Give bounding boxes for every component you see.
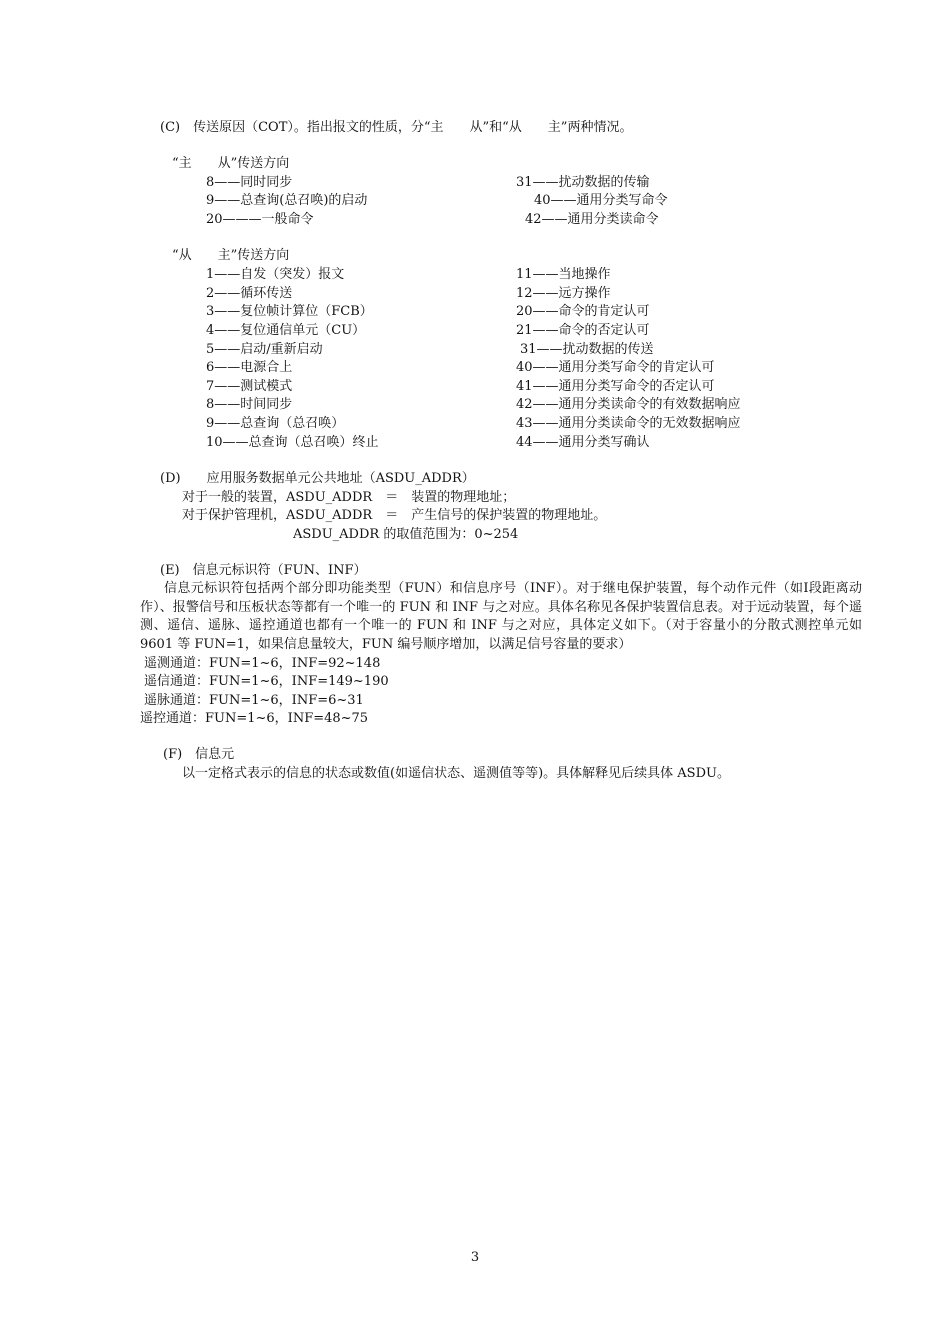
section-e-paragraph: 信息元标识符包括两个部分即功能类型（FUN）和信息序号（INF）。对于继电保护装置，每个动作元件（如Ⅰ段距离动作）、报警信号和压板状态等都有一个唯一的 FUN 和 INF 与之对应。具体名称见各保护装置信息表。对于远动装置，每个遥测、遥信、遥脉、遥控通道也都有一个唯一的 FUN 和 INF 与之对应，具体定义如下。（对于容量小的分散式测控单元如 9601 等 FUN=1，如果信息量较大，FUN 编号顺序增加，以满足信号容量的要求）	[140, 581, 862, 652]
s2m-right-item: 20——命令的肯定认可	[516, 304, 650, 319]
s2m-left-item: 9——总查询（总召唤）	[206, 416, 345, 431]
page-number: 3	[470, 1250, 480, 1265]
master-to-slave-title: “主 从”传送方向	[172, 156, 290, 171]
s2m-right-item: 12——远方操作	[516, 286, 611, 301]
s2m-right-item: 40——通用分类写命令的肯定认可	[516, 360, 715, 375]
s2m-right-item: 41——通用分类写命令的否定认可	[516, 379, 715, 394]
s2m-left-item: 2——循环传送	[206, 286, 293, 301]
s2m-left-item: 3——复位帧计算位（FCB）	[206, 304, 373, 319]
s2m-left-item: 10——总查询（总召唤）终止	[206, 435, 379, 450]
section-d-line: 对于一般的装置，ASDU_ADDR ＝ 装置的物理地址；	[182, 490, 516, 505]
s2m-left-item: 1——自发（突发）报文	[206, 267, 345, 282]
m2s-left-item: 8——同时同步	[206, 175, 293, 190]
section-f-text: 以一定格式表示的信息的状态或数值(如遥信状态、遥测值等等)。具体解释见后续具体 ASDU。	[182, 766, 730, 781]
s2m-right-item: 43——通用分类读命令的无效数据响应	[516, 416, 741, 431]
s2m-right-item: 11——当地操作	[516, 267, 611, 282]
m2s-right-item: 31——扰动数据的传输	[516, 175, 650, 190]
m2s-left-item: 9——总查询(总召唤)的启动	[206, 193, 368, 208]
section-d-range: ASDU_ADDR 的取值范围为：0~254	[293, 527, 519, 542]
s2m-left-item: 4——复位通信单元（CU）	[206, 323, 366, 338]
channel-line: 遥控通道：FUN=1~6，INF=48~75	[140, 711, 369, 726]
s2m-right-item: 42——通用分类读命令的有效数据响应	[516, 397, 741, 412]
channel-line: 遥测通道：FUN=1~6，INF=92~148	[144, 656, 381, 671]
s2m-left-item: 8——时间同步	[206, 397, 293, 412]
section-d-line: 对于保护管理机，ASDU_ADDR ＝ 产生信号的保护装置的物理地址。	[182, 508, 607, 523]
s2m-right-item: 31——扰动数据的传送	[520, 342, 654, 357]
slave-to-master-title: “从 主”传送方向	[172, 248, 290, 263]
section-d-heading: (D) 应用服务数据单元公共地址（ASDU_ADDR）	[160, 471, 475, 486]
channel-line: 遥脉通道：FUN=1~6，INF=6~31	[144, 693, 364, 708]
s2m-right-item: 44——通用分类写确认	[516, 435, 650, 450]
channel-line: 遥信通道：FUN=1~6，INF=149~190	[144, 674, 389, 689]
s2m-right-item: 21——命令的否定认可	[516, 323, 650, 338]
m2s-right-item: 42——通用分类读命令	[525, 212, 659, 227]
section-c-heading: (C) 传送原因（COT）。指出报文的性质，分“主 从”和“从 主”两种情况。	[160, 120, 633, 135]
section-e-heading: (E) 信息元标识符（FUN、INF）	[160, 563, 367, 578]
m2s-left-item: 20———一般命令	[206, 212, 314, 227]
section-f-heading: (F) 信息元	[163, 747, 235, 762]
s2m-left-item: 6——电源合上	[206, 360, 293, 375]
s2m-left-item: 7——测试模式	[206, 379, 293, 394]
m2s-right-item: 40——通用分类写命令	[534, 193, 668, 208]
s2m-left-item: 5——启动/重新启动	[206, 342, 323, 357]
